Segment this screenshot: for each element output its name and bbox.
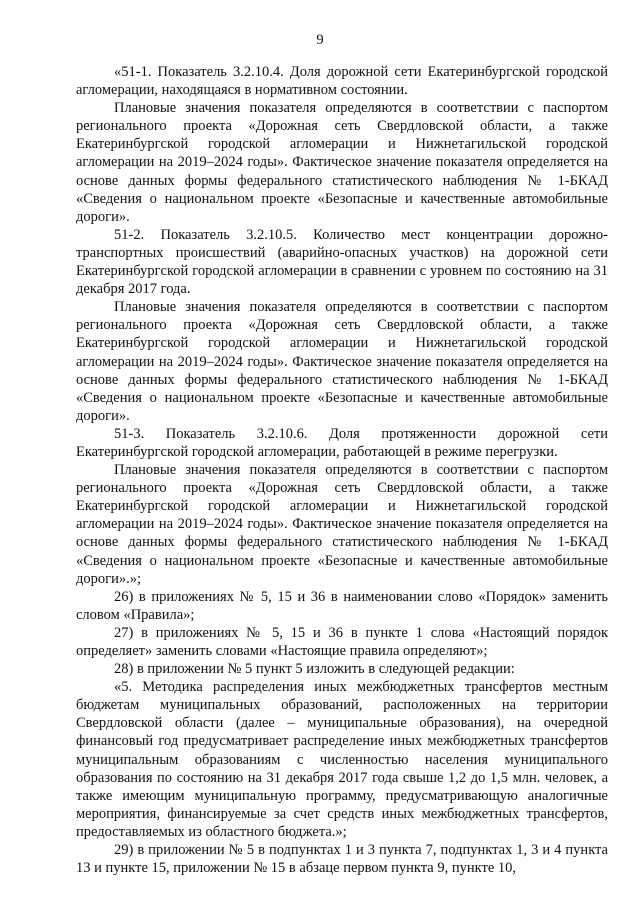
paragraph-indicator-51-3: 51-3. Показатель 3.2.10.6. Доля протяженности дорожной сети Екатеринбургской городской агломерации, работающей в режиме перегрузки. <box>76 425 608 460</box>
paragraph-item-29: 29) в приложении № 5 в подпунктах 1 и 3 пункта 7, подпунктах 1, 3 и 4 пункта 13 и пункте 15, приложении № 15 в абзаце первом пункта 9, пункте 10, <box>76 842 608 877</box>
paragraph-item-28: 28) в приложении № 5 пункт 5 изложить в следующей редакции: <box>114 661 515 678</box>
paragraph-plan-values-51-3: Плановые значения показателя определяются в соответствии с паспортом регионального проекта «Дорожная сеть Свердловской области, а также Екатеринбургской городской агломерации и Нижнетагильской городской агломерации на 2019–2024 годы». Фактическое значение показателя определяется на основе данных формы федерального статистического наблюдения № 1-БКАД «Сведения о национальном проекте «Безопасные и качественные автомобильные дороги».»; <box>76 462 608 587</box>
paragraph-item-26: 26) в приложениях № 5, 15 и 36 в наименовании слово «Порядок» заменить словом «Правила»; <box>76 588 608 623</box>
paragraph-plan-values-51-1: Плановые значения показателя определяются в соответствии с паспортом регионального проекта «Дорожная сеть Свердловской области, а также Екатеринбургской городской агломерации и Нижнетагильской городской агломерации на 2019–2024 годы». Фактическое значение показателя определяется на основе данных формы федерального статистического наблюдения № 1-БКАД «Сведения о национальном проекте «Безопасные и качественные автомобильные дороги». <box>76 100 608 225</box>
page-number: 9 <box>316 32 324 48</box>
paragraph-plan-values-51-2: Плановые значения показателя определяются в соответствии с паспортом регионального проекта «Дорожная сеть Свердловской области, а также Екатеринбургской городской агломерации и Нижнетагильской городской агломерации на 2019–2024 годы». Фактическое значение показателя определяется на основе данных формы федерального статистического наблюдения № 1-БКАД «Сведения о национальном проекте «Безопасные и качественные автомобильные дороги». <box>76 299 608 424</box>
paragraph-item-27: 27) в приложениях № 5, 15 и 36 в пункте 1 слова «Настоящий порядок определяет» заменить словами «Настоящие правила определяют»; <box>76 624 608 659</box>
paragraph-methodology-5: «5. Методика распределения иных межбюджетных трансфертов местным бюджетам муниципальных образований, расположенных на территории Свердловской области (далее – муниципальные образования), на очередной финансовый год предусматривает распределение иных межбюджетных трансфертов муниципальным образованиям с численностью населения муниципального образования по состоянию на 31 декабря 2017 года свыше 1,2 до 1,5 млн. человек, а также имеющим муниципальную программу, предусматривающую аналогичные мероприятия, финансируемые за счет средств иных межбюджетных трансфертов, предоставляемых из областного бюджета.»; <box>76 679 608 840</box>
paragraph-indicator-51-2: 51-2. Показатель 3.2.10.5. Количество мест концентрации дорожно-транспортных происшествий (аварийно-опасных участков) на дорожной сети Екатеринбургской городской агломерации в сравнении с уровнем по состоянию на 31 декабря 2017 года. <box>76 226 608 298</box>
paragraph-indicator-51-1: «51-1. Показатель 3.2.10.4. Доля дорожной сети Екатеринбургской городской агломерации, находящаяся в нормативном состоянии. <box>76 64 608 99</box>
document-body <box>76 63 608 877</box>
